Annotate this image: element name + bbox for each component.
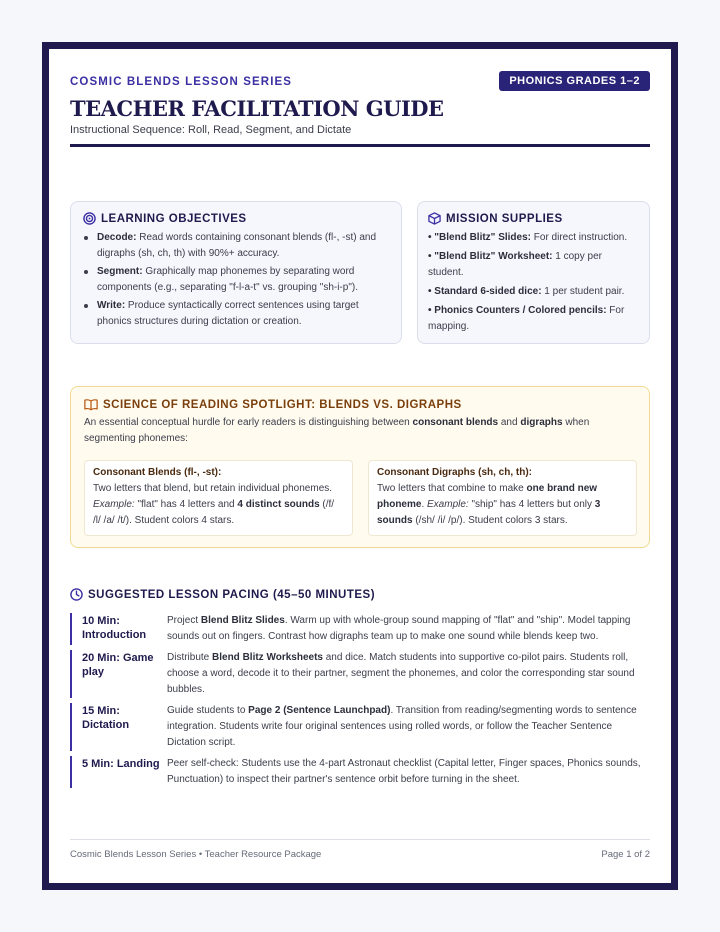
pacing-row [70, 703, 650, 751]
book-icon [84, 398, 98, 411]
pacing-description: Guide students to Page 2 (Sentence Launchpad). Transition from reading/segmenting words to sentence integration. Students write four original sentences using rolled words, or follow the Teacher Sentence Dictation script. [167, 705, 637, 748]
blends-text: Two letters that blend, but retain individual phonemes. Example: "flat" has 4 letters and 4 distinct sounds (/f/ /l/ /a/ /t/). Student colors 4 stars. [93, 483, 335, 526]
pacing-label: 10 Min: Introduction [82, 615, 147, 641]
digraphs-title: Consonant Digraphs (sh, ch, th): [377, 467, 532, 478]
blends-title: Consonant Blends (fl-, -st): [93, 467, 222, 478]
learning-objectives-card [70, 201, 402, 344]
science-of-reading-spotlight [70, 386, 650, 548]
pacing-label: 15 Min: Dictation [82, 705, 130, 731]
consonant-blends-box [84, 460, 353, 536]
objective-item: Segment: Graphically map phonemes by separating word components (e.g., separating "f-l-a-t" vs. grouping "sh-i-p"). [83, 264, 389, 296]
pacing-description: Distribute Blend Blitz Worksheets and dice. Match students into supportive co-pilot pairs. Students roll, choose a word, decode it to their partner, segment the phonemes, and color the corresponding star sound bubbles. [167, 652, 635, 695]
pacing-description: Project Blend Blitz Slides. Warm up with whole-group sound mapping of "flat" and "ship". Model tapping sounds out on fingers. Contrast how digraphs team up to make one sound while blends keep two. [167, 615, 631, 642]
pacing-description: Peer self-check: Students use the 4-part Astronaut checklist (Capital letter, Finger spaces, Phonics sounds, Punctuation) to inspect their partner's sentence orbit before turning in the sheet. [167, 758, 641, 785]
supply-item: • Standard 6-sided dice: 1 per student pair. [428, 286, 625, 297]
pacing-label: 20 Min: Game play [82, 652, 154, 678]
spotlight-intro: An essential conceptual hurdle for early readers is distinguishing between consonant blends and digraphs when segmenting phonemes: [84, 417, 590, 444]
supplies-heading: MISSION SUPPLIES [446, 212, 563, 225]
header-divider [70, 144, 650, 147]
supply-item: • Phonics Counters / Colored pencils: For mapping. [428, 305, 625, 332]
pacing-heading-row [70, 588, 375, 601]
series-label: COSMIC BLENDS LESSON SERIES [70, 76, 293, 88]
pacing-list [70, 613, 650, 793]
objective-item: Write: Produce syntactically correct sentences using target phonics structures during dictation or creation. [83, 298, 389, 330]
pacing-row [70, 613, 650, 645]
page-title: TEACHER FACILITATION GUIDE [70, 96, 444, 121]
target-icon [83, 212, 96, 225]
box-icon [428, 212, 441, 225]
objectives-heading: LEARNING OBJECTIVES [101, 212, 247, 225]
document-page [42, 42, 678, 890]
clock-icon [70, 588, 83, 601]
consonant-digraphs-box [368, 460, 637, 536]
digraphs-text: Two letters that combine to make one brand new phoneme. Example: "ship" has 4 letters but only 3 sounds (/sh/ /i/ /p/). Student colors 3 stars. [377, 483, 601, 526]
pacing-row [70, 650, 650, 698]
supply-item: • "Blend Blitz" Worksheet: 1 copy per student. [428, 251, 602, 278]
pacing-heading: SUGGESTED LESSON PACING (45–50 MINUTES) [88, 588, 376, 601]
footer-divider [70, 839, 650, 840]
page-subtitle: Instructional Sequence: Roll, Read, Segment, and Dictate [70, 124, 352, 136]
objective-item: Decode: Read words containing consonant blends (fl-, -st) and digraphs (sh, ch, th) with 90%+ accuracy. [83, 230, 389, 262]
grade-badge: PHONICS GRADES 1–2 [499, 71, 650, 91]
pacing-label: 5 Min: Landing [82, 758, 160, 770]
mission-supplies-card [417, 201, 650, 344]
footer-left: Cosmic Blends Lesson Series • Teacher Resource Package [70, 849, 322, 860]
spotlight-heading: SCIENCE OF READING SPOTLIGHT: BLENDS VS. DIGRAPHS [103, 398, 462, 411]
page-number: Page 1 of 2 [601, 849, 650, 860]
pacing-row [70, 756, 650, 788]
supply-item: • "Blend Blitz" Slides: For direct instruction. [428, 232, 628, 243]
